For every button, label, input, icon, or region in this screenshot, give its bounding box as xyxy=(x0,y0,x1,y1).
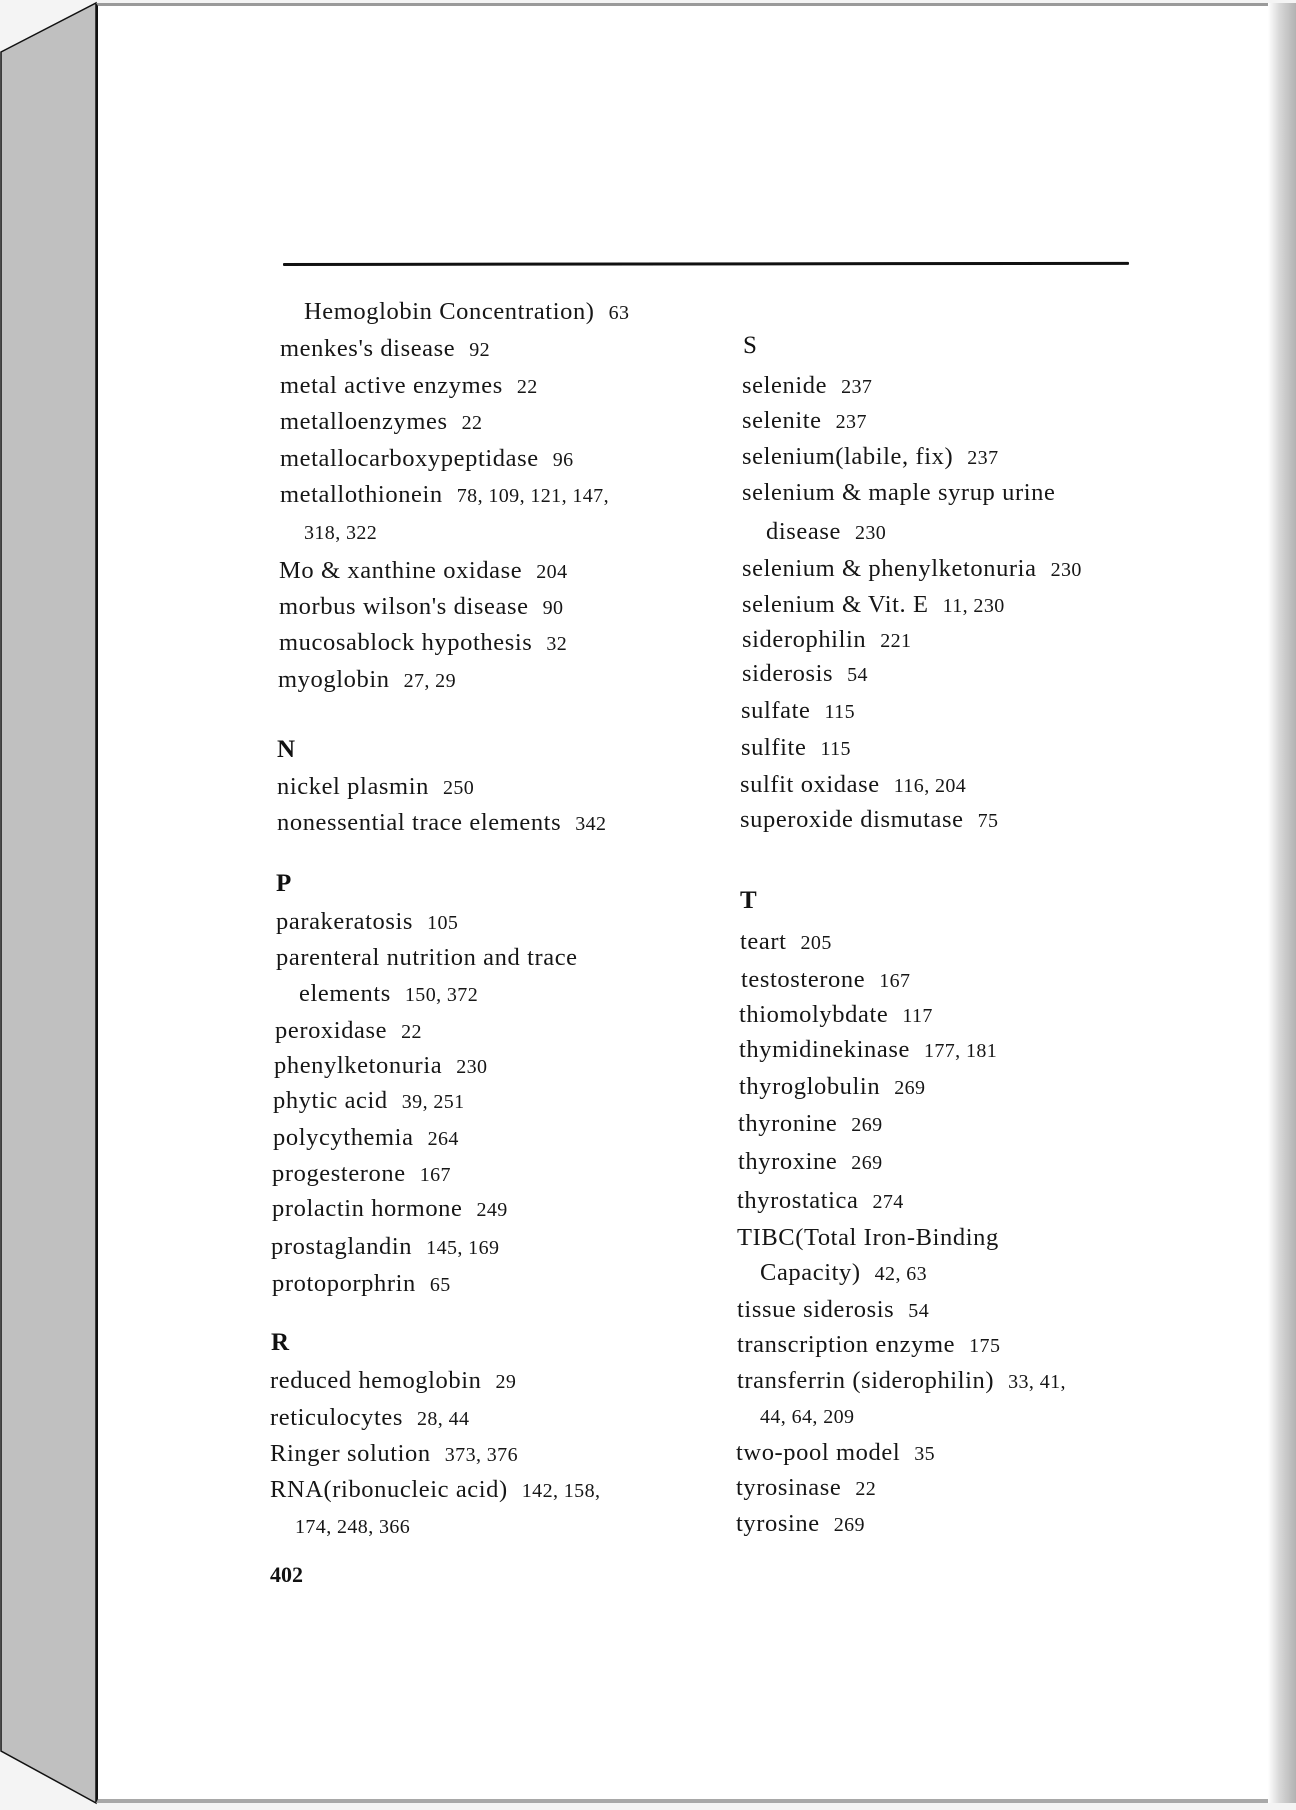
index-entry xyxy=(279,556,567,587)
index-page-refs: 150, 372 xyxy=(404,984,479,1006)
index-page-refs: 269 xyxy=(833,1514,865,1536)
index-term: nickel plasmin xyxy=(277,773,429,800)
index-term: siderosis xyxy=(742,660,834,687)
index-entry xyxy=(736,1473,876,1504)
index-page-refs: 105 xyxy=(427,912,459,934)
index-term: peroxidase xyxy=(275,1017,388,1044)
index-entry xyxy=(742,625,911,656)
index-letter-heading: N xyxy=(277,736,296,763)
index-term: selenium(labile, fix) xyxy=(742,443,954,470)
index-entry xyxy=(299,979,478,1010)
index-entry-continuation xyxy=(295,1511,410,1542)
index-term: metallothionein xyxy=(280,481,443,508)
index-entry xyxy=(270,1475,600,1506)
index-term: selenium & Vit. E xyxy=(742,591,929,618)
index-entry xyxy=(739,1072,925,1103)
index-term: nonessential trace elements xyxy=(277,809,562,836)
index-page-refs: 32 xyxy=(546,633,568,655)
index-term: mucosablock hypothesis xyxy=(279,629,533,656)
index-term: selenium & maple syrup urine xyxy=(742,479,1056,506)
index-entry xyxy=(280,371,538,402)
index-term: selenite xyxy=(742,407,822,434)
index-entry xyxy=(737,1366,1066,1397)
index-entry xyxy=(270,1403,469,1434)
index-page-refs: 342 xyxy=(575,813,607,835)
index-page-refs: 117 xyxy=(902,1005,933,1027)
index-entry xyxy=(760,1258,927,1289)
index-page-refs: 96 xyxy=(552,449,574,471)
index-term: protoporphrin xyxy=(272,1270,416,1297)
index-term: disease xyxy=(766,518,841,545)
index-page-refs: 29 xyxy=(495,1371,517,1393)
index-term: two-pool model xyxy=(736,1439,901,1466)
index-entry-continuation xyxy=(304,517,377,548)
index-term: transcription enzyme xyxy=(737,1331,956,1358)
index-entry xyxy=(280,480,609,511)
index-entry xyxy=(742,406,867,437)
index-entry xyxy=(273,1123,459,1154)
index-term: sulfite xyxy=(741,734,807,761)
index-term: tissue siderosis xyxy=(737,1296,895,1323)
index-entry xyxy=(272,1159,451,1190)
index-page-refs: 269 xyxy=(851,1152,883,1174)
index-term: RNA(ribonucleic acid) xyxy=(270,1476,508,1503)
index-entry xyxy=(736,1509,865,1540)
index-term: Capacity) xyxy=(760,1259,861,1286)
book-spine xyxy=(0,0,100,1806)
index-term: selenide xyxy=(742,372,828,399)
index-term: thyronine xyxy=(738,1110,838,1137)
index-term: superoxide dismutase xyxy=(740,806,964,833)
index-page-refs: 11, 230 xyxy=(942,595,1005,617)
index-term: metal active enzymes xyxy=(280,372,503,399)
index-term: Hemoglobin Concentration) xyxy=(304,298,595,325)
index-entry xyxy=(277,808,606,839)
index-term: reduced hemoglobin xyxy=(270,1367,482,1394)
index-page-refs: 28, 44 xyxy=(416,1408,470,1430)
index-entry xyxy=(737,1330,1000,1361)
index-page-refs: 75 xyxy=(977,810,999,832)
index-page-refs: 274 xyxy=(872,1191,904,1213)
index-term: thyrostatica xyxy=(737,1187,859,1214)
index-page-refs: 22 xyxy=(461,412,483,434)
index-entry xyxy=(742,590,1005,621)
index-page-refs: 22 xyxy=(516,376,538,398)
index-term: menkes's disease xyxy=(280,335,456,362)
index-entry xyxy=(742,554,1082,585)
index-page-refs: 174, 248, 366 xyxy=(295,1516,411,1538)
index-entry xyxy=(279,592,563,623)
index-entry xyxy=(272,1269,451,1300)
index-term: teart xyxy=(740,928,787,955)
book-spine-shape-icon xyxy=(0,0,100,1806)
index-term: metallocarboxypeptidase xyxy=(280,445,539,472)
index-term: elements xyxy=(299,980,391,1007)
index-page-refs: 249 xyxy=(476,1199,508,1221)
index-page-refs: 230 xyxy=(456,1056,488,1078)
index-page-refs: 115 xyxy=(824,701,855,723)
index-entry xyxy=(272,1194,508,1225)
index-entry xyxy=(738,1147,883,1178)
index-page-refs: 237 xyxy=(835,411,867,433)
index-term: thyroglobulin xyxy=(739,1073,881,1100)
index-page-refs: 78, 109, 121, 147, xyxy=(456,485,609,507)
index-entry xyxy=(276,907,458,938)
index-page-refs: 54 xyxy=(847,664,868,686)
index-term: transferrin (siderophilin) xyxy=(737,1367,995,1394)
index-term: prostaglandin xyxy=(271,1233,413,1260)
index-term: sulfit oxidase xyxy=(740,771,880,798)
index-letter-heading: T xyxy=(740,887,757,914)
index-page-refs: 145, 169 xyxy=(426,1237,500,1259)
index-page-refs: 250 xyxy=(442,777,475,799)
index-term: phytic acid xyxy=(273,1087,388,1114)
index-entry xyxy=(741,965,910,996)
index-page-refs: 39, 251 xyxy=(401,1091,465,1113)
index-term: progesterone xyxy=(272,1160,406,1187)
index-term: selenium & phenylketonuria xyxy=(742,555,1037,582)
index-term: TIBC(Total Iron-Binding xyxy=(737,1224,999,1251)
index-term: thymidinekinase xyxy=(739,1036,910,1063)
page-edge-shadow xyxy=(1268,3,1296,1803)
index-term: morbus wilson's disease xyxy=(279,593,529,620)
index-entry xyxy=(280,334,490,365)
index-page-refs: 27, 29 xyxy=(403,670,456,692)
index-entry xyxy=(736,1438,935,1469)
index-term: parenteral nutrition and trace xyxy=(276,944,578,971)
index-term: testosterone xyxy=(741,966,866,993)
index-term: thyroxine xyxy=(738,1148,838,1175)
index-entry xyxy=(739,1035,997,1066)
index-term: polycythemia xyxy=(273,1124,414,1151)
index-entry xyxy=(274,1051,487,1082)
index-entry xyxy=(737,1223,999,1253)
index-entry xyxy=(304,297,629,328)
index-page-refs: 237 xyxy=(841,376,873,398)
index-page-refs: 22 xyxy=(855,1478,877,1500)
index-page-refs: 44, 64, 209 xyxy=(760,1406,855,1428)
index-entry xyxy=(742,371,872,402)
index-page-refs: 237 xyxy=(967,447,999,469)
index-entry xyxy=(742,478,1055,508)
index-page-refs: 116, 204 xyxy=(893,775,967,797)
index-page-refs: 373, 376 xyxy=(444,1444,518,1466)
index-page-refs: 269 xyxy=(894,1077,926,1099)
index-entry-continuation xyxy=(760,1401,854,1432)
index-entry xyxy=(742,442,998,473)
index-page-refs: 167 xyxy=(879,970,911,992)
index-term: phenylketonuria xyxy=(274,1052,443,1079)
index-page-refs: 65 xyxy=(429,1274,451,1296)
index-letter-heading: S xyxy=(743,332,757,359)
index-page-refs: 92 xyxy=(469,339,491,361)
index-page-refs: 142, 158, xyxy=(521,1480,601,1502)
index-page-refs: 318, 322 xyxy=(304,522,378,544)
index-entry xyxy=(741,696,855,727)
index-entry xyxy=(277,772,474,803)
index-entry xyxy=(741,733,851,764)
index-letter-heading: P xyxy=(276,870,292,897)
index-page-refs: 54 xyxy=(908,1300,930,1322)
book-page xyxy=(96,3,1296,1803)
index-entry xyxy=(276,943,578,973)
index-entry xyxy=(270,1439,518,1470)
index-term: parakeratosis xyxy=(276,908,414,935)
index-term: Ringer solution xyxy=(270,1440,431,1467)
index-term: reticulocytes xyxy=(270,1404,403,1431)
index-entry xyxy=(739,1000,933,1031)
index-page-refs: 264 xyxy=(427,1128,459,1150)
page-number: 402 xyxy=(270,1562,303,1587)
index-entry xyxy=(737,1295,929,1326)
index-term: myoglobin xyxy=(278,666,390,693)
index-entry xyxy=(273,1086,465,1117)
index-page-refs: 230 xyxy=(1050,559,1082,581)
index-page-refs: 63 xyxy=(608,302,630,324)
index-entry xyxy=(740,927,832,958)
index-letter-heading: R xyxy=(271,1329,290,1356)
index-entry xyxy=(278,665,456,696)
index-page-refs: 204 xyxy=(536,561,568,583)
index-entry xyxy=(740,770,966,801)
index-page-refs: 175 xyxy=(969,1335,1001,1357)
index-page-refs: 205 xyxy=(800,932,832,954)
index-entry xyxy=(738,1109,883,1140)
index-term: thiomolybdate xyxy=(739,1001,889,1028)
index-page-refs: 90 xyxy=(542,597,564,619)
index-page-refs: 22 xyxy=(401,1021,422,1043)
index-entry xyxy=(766,517,886,548)
index-term: tyrosinase xyxy=(736,1474,842,1501)
index-entry xyxy=(279,628,567,659)
index-entry xyxy=(740,805,998,836)
index-term: sulfate xyxy=(741,697,811,724)
index-entry xyxy=(280,444,574,475)
index-term: metalloenzymes xyxy=(280,408,448,435)
index-entry xyxy=(270,1366,516,1397)
index-term: prolactin hormone xyxy=(272,1195,463,1222)
index-term: tyrosine xyxy=(736,1510,820,1537)
index-page-refs: 115 xyxy=(820,738,851,760)
index-page-refs: 42, 63 xyxy=(874,1263,928,1285)
index-page-refs: 221 xyxy=(880,630,912,652)
index-term: Mo & xanthine oxidase xyxy=(279,557,523,584)
index-page-refs: 33, 41, xyxy=(1008,1371,1066,1393)
index-entry xyxy=(737,1186,904,1217)
index-entry xyxy=(271,1232,499,1263)
index-page-refs: 269 xyxy=(851,1114,883,1136)
index-page-refs: 230 xyxy=(854,522,887,544)
index-page-refs: 177, 181 xyxy=(923,1040,998,1062)
index-entry xyxy=(280,407,482,438)
index-term: siderophilin xyxy=(742,626,867,653)
index-page-refs: 167 xyxy=(419,1164,451,1186)
index-page-refs: 35 xyxy=(914,1443,936,1465)
index-entry xyxy=(275,1016,422,1047)
index-entry xyxy=(742,659,868,690)
